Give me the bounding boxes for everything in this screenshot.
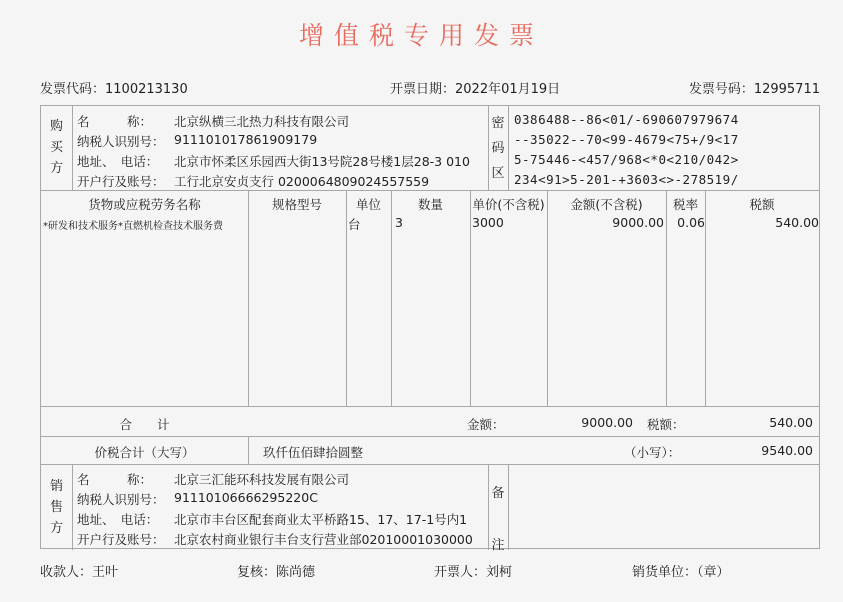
total-amount-label: 金额：: [467, 417, 505, 432]
total-tax: 540.00: [769, 415, 813, 430]
cipher-line: 0386488--86<01/-690607979674: [514, 112, 739, 127]
buyer-section-label: 购 买 方: [49, 119, 63, 176]
cipher-line: 234<91>5-201-+3603<>-278519/: [514, 172, 739, 187]
seller-name-label: 名 称：: [77, 472, 153, 487]
invoice-frame: [40, 105, 820, 553]
total-amount: 9000.00: [581, 415, 633, 430]
total-label: 合 计: [119, 417, 170, 432]
seller-address-label: 地址、 电话：: [77, 512, 159, 527]
divider: [346, 190, 347, 406]
col-header-spec: 规格型号: [271, 197, 322, 212]
total-with-tax-lower: 9540.00: [761, 443, 813, 458]
footer-drawer: 开票人：刘柯: [434, 565, 513, 580]
buyer-tax-id-label: 纳税人识别号：: [77, 134, 165, 149]
cipher-label: 密 码 区: [491, 116, 505, 181]
col-header-rate: 税率: [672, 197, 698, 212]
total-tax-label: 税额：: [647, 417, 685, 432]
divider: [41, 464, 819, 465]
seller-tax-id: 91110106666295220C: [174, 490, 318, 505]
col-header-tax: 税额: [749, 197, 775, 212]
invoice-date: 开票日期：2022年01月19日: [390, 82, 561, 97]
seller-bank-label: 开户行及账号：: [77, 532, 165, 547]
col-header-price: 单价(不含税): [472, 197, 545, 212]
divider: [508, 106, 509, 190]
item-rate: 0.06: [677, 215, 705, 230]
buyer-name: 北京纵横三北热力科技有限公司: [174, 114, 350, 129]
item-unit: 台: [348, 217, 361, 232]
divider: [41, 190, 819, 191]
divider: [72, 106, 73, 190]
divider: [41, 406, 819, 407]
item-amount: 9000.00: [612, 215, 664, 230]
footer-seller-unit: 销货单位：（章）: [632, 565, 730, 580]
total-with-tax-lower-label: （小写）：: [624, 445, 681, 460]
divider: [41, 436, 819, 437]
divider: [248, 190, 249, 406]
seller-address: 北京市丰台区配套商业太平桥路15、17、17-1号内1: [174, 512, 468, 527]
divider: [391, 190, 392, 406]
buyer-bank-label: 开户行及账号：: [77, 174, 165, 189]
footer-payee: 收款人：王叶: [40, 565, 119, 580]
invoice-number: 发票号码：12995711: [688, 82, 820, 97]
footer-reviewer: 复核：陈尚德: [237, 565, 316, 580]
total-with-tax-label: 价税合计（大写）: [94, 445, 195, 460]
divider: [470, 190, 471, 406]
item-name: *研发和技术服务*直燃机检查技术服务费: [43, 221, 223, 232]
divider: [248, 436, 249, 464]
divider: [72, 464, 73, 550]
divider: [508, 464, 509, 550]
buyer-address: 北京市怀柔区乐园西大街13号院28号楼1层28-3 010: [174, 154, 470, 169]
col-header-amount: 金额(不含税): [570, 197, 643, 212]
item-tax: 540.00: [775, 215, 819, 230]
cipher-line: 5-75446-<457/968<*0<210/042>: [514, 152, 739, 167]
invoice-title: 增值税专用发票: [298, 21, 544, 50]
col-header-qty: 数量: [417, 197, 443, 212]
total-with-tax-upper: 玖仟伍佰肆拾圆整: [263, 445, 364, 460]
buyer-tax-id: 911101017861909179: [174, 132, 318, 147]
buyer-name-label: 名 称：: [77, 114, 153, 129]
cipher-line: --35022--70<99-4679<75+/9<17: [514, 132, 739, 147]
seller-tax-id-label: 纳税人识别号：: [77, 492, 165, 507]
seller-bank: 北京农村商业银行丰台支行营业部02010001030000: [174, 532, 473, 547]
buyer-bank: 工行北京安贞支行 0200064809024557559: [174, 174, 430, 189]
remarks-label: 备 注: [491, 486, 505, 553]
buyer-address-label: 地址、 电话：: [77, 154, 159, 169]
col-header-name: 货物或应税劳务名称: [88, 197, 201, 212]
col-header-unit: 单位: [355, 197, 381, 212]
seller-name: 北京三汇能环科技发展有限公司: [174, 472, 350, 487]
invoice-code: 发票代码：1100213130: [40, 82, 188, 97]
seller-section-label: 销 售 方: [49, 479, 63, 536]
item-price: 3000: [472, 215, 504, 230]
item-qty: 3: [395, 215, 403, 230]
